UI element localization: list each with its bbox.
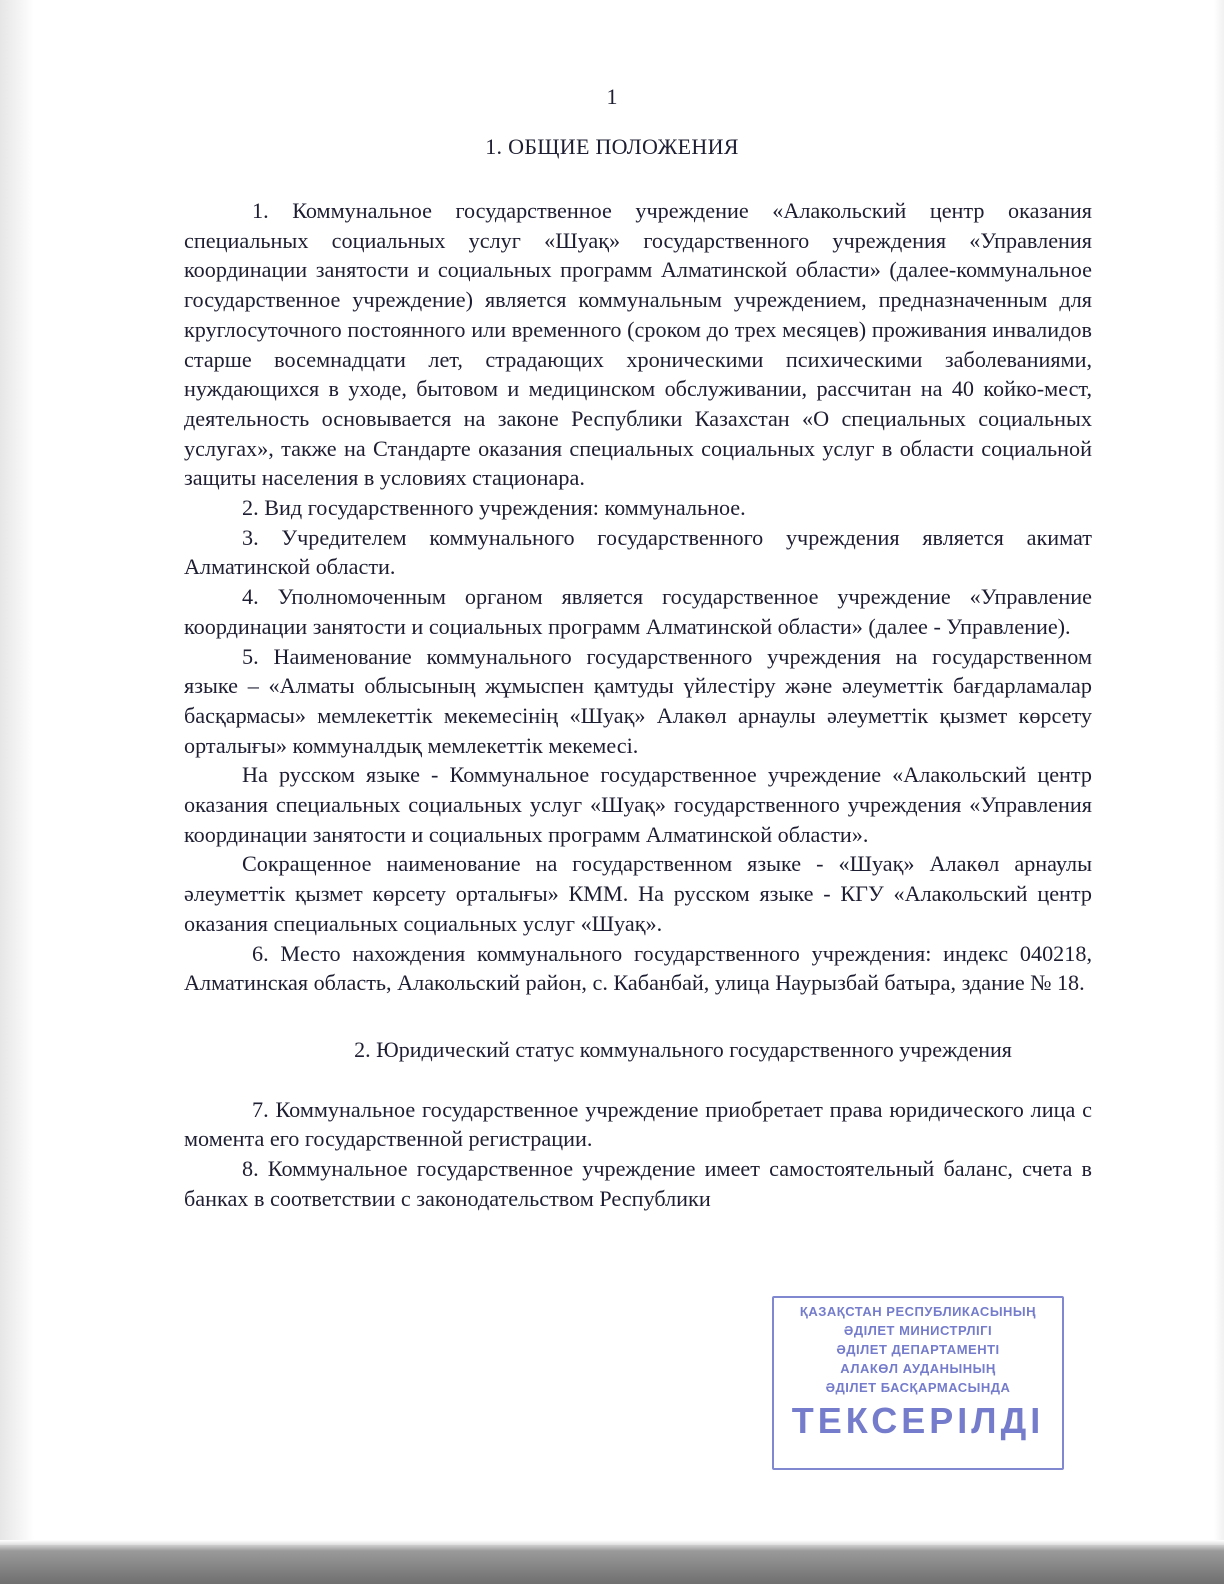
paragraph-7: 7. Коммунальное государственное учреждение приобретает права юридического лица с момента его государственной регистрации. — [184, 1096, 1092, 1152]
section-1-title: 1. ОБЩИЕ ПОЛОЖЕНИЯ — [485, 134, 739, 159]
document-body — [184, 196, 1092, 1214]
paragraph-4: 4. Уполномоченным органом является государственное учреждение «Управление координации занятости и социальных программ Алматинской области» (далее - Управление). — [184, 584, 1092, 639]
stamp-line-1: ҚАЗАҚСТАН РЕСПУБЛИКАСЫНЫҢ — [799, 1304, 1037, 1319]
paragraph-3: 3. Учредителем коммунального государственного учреждения является акимат Алматинской области. — [184, 524, 1092, 580]
paragraph-5-russian-name: На русском языке - Коммунальное государственное учреждение «Алакольский центр оказания специальных социальных услуг «Шуақ» государственного учреждения «Управления координации занятости и социальных программ Алматинской области». — [184, 762, 1092, 847]
scan-bottom-edge — [0, 1545, 1224, 1584]
paragraph-1: 1. Коммунальное государственное учреждение «Алакольский центр оказания специальных социальных услуг «Шуақ» государственного учреждения «Управления координации занятости и социальных программ Алматинской области» (далее-коммунальное государственное учреждение) является коммунальным учреждением, предназначенным для круглосуточного постоянного или временного (сроком до трех месяцев) проживания инвалидов старше восемнадцати лет, страдающих хроническими психическими заболеваниями, нуждающихся в уходе, бытовом и медицинском обслуживании, рассчитан на 40 койко-мест, деятельность основывается на законе Республики Казахстан «О специальных социальных услугах», также на Стандарте оказания специальных социальных услуг в области социальной защиты населения в условиях стационара. — [184, 198, 1092, 491]
paragraph-6: 6. Место нахождения коммунального государственного учреждения: индекс 040218, Алматинская область, Алакольский район, с. Кабанбай, улица Наурызбай батыра, здание № 18. — [184, 940, 1092, 996]
scan-right-edge — [1214, 0, 1224, 1545]
paragraph-5-short-name: Сокращенное наименование на государственном языке - «Шуақ» Алакөл арнаулы әлеуметтік қызмет көрсету орталығы» КММ. На русском языке - КГУ «Алакольский центр оказания специальных социальных услуг «Шуақ». — [184, 851, 1092, 936]
stamp-line-4: АЛАКӨЛ АУДАНЫНЫҢ — [840, 1361, 996, 1376]
stamp-line-3: ӘДІЛЕТ ДЕПАРТАМЕНТІ — [836, 1342, 1000, 1357]
paragraph-8: 8. Коммунальное государственное учреждение имеет самостоятельный баланс, счета в банках в соответствии с законодательством Республики — [184, 1156, 1092, 1211]
paragraph-2: 2. Вид государственного учреждения: коммунальное. — [242, 495, 746, 521]
scan-left-shadow — [0, 0, 34, 1584]
stamp-line-2: ӘДІЛЕТ МИНИСТРЛІГІ — [843, 1323, 993, 1338]
page-number: 1 — [606, 84, 618, 109]
registration-stamp — [772, 1296, 1064, 1470]
section-2-title: 2. Юридический статус коммунального государственного учреждения — [354, 1036, 1012, 1062]
stamp-line-5: ӘДІЛЕТ БАСҚАРМАСЫНДА — [825, 1380, 1011, 1395]
paragraph-5: 5. Наименование коммунального государственного учреждения на государственном языке – «Алматы облысының жұмыспен қамтуды үйлестіру және әлеуметтік бағдарламалар басқармасы» мемлекеттік мекемесінің «Шуақ» Алакөл арнаулы әлеуметтік қызмет көрсету орталығы» коммуналдық мемлекеттік мекемесі. — [184, 643, 1092, 758]
stamp-verified-text: ТЕКСЕРІЛДІ — [791, 1400, 1045, 1441]
